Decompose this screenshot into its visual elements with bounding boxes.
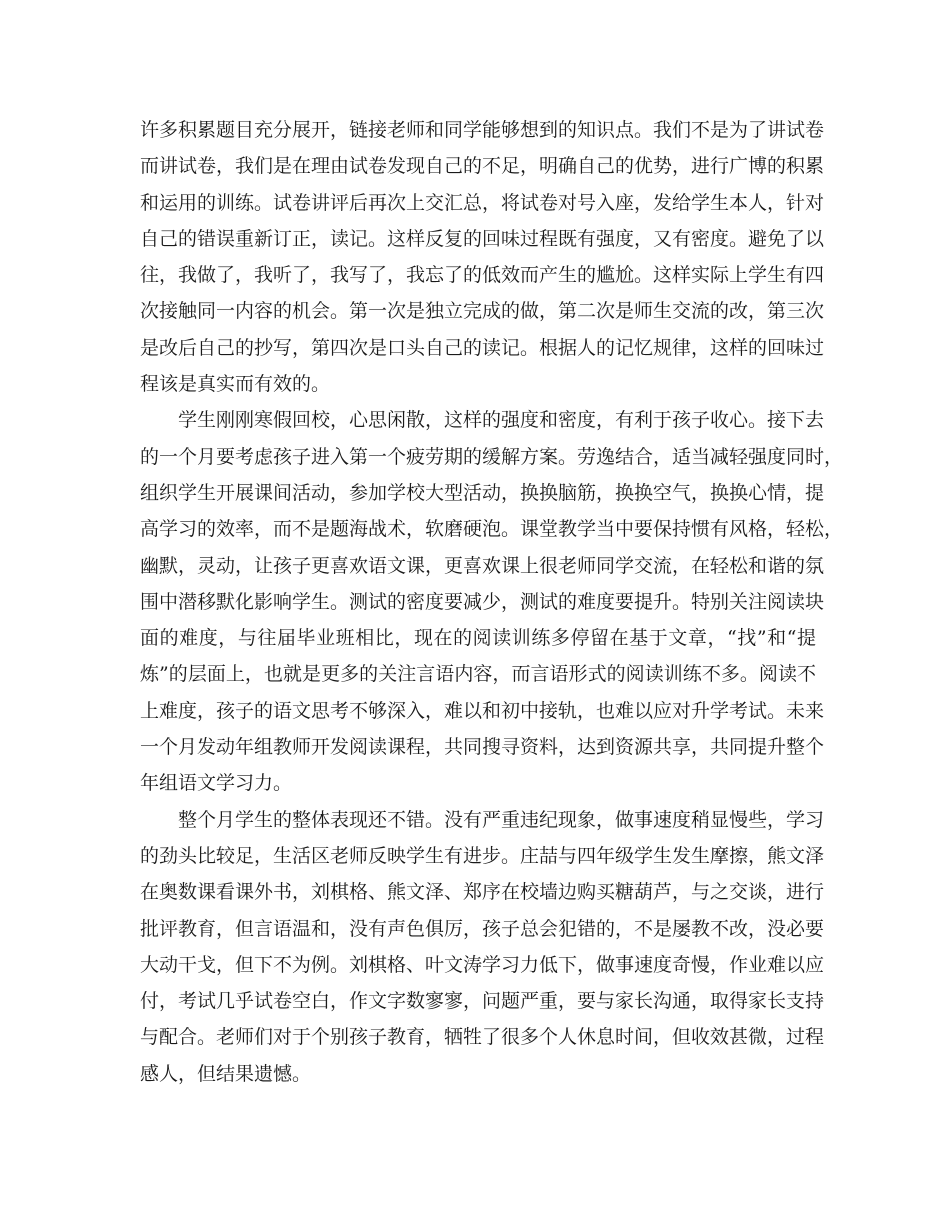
text-line: 而讲试卷，我们是在理由试卷发现自己的不足，明确自己的优势，进行广博的积累 xyxy=(140,155,825,178)
text-line: 付，考试几乎试卷空白，作文字数寥寥，问题严重，要与家长沟通，取得家长支持 xyxy=(140,990,825,1013)
text-line: 幽默，灵动，让孩子更喜欢语文课，更喜欢课上很老师同学交流，在轻松和谐的氛 xyxy=(140,554,825,577)
text-line: 在奥数课看课外书，刘棋格、熊文泽、郑序在校墙边购买糖葫芦，与之交谈，进行 xyxy=(140,881,825,904)
text-line: 自己的错误重新订正，读记。这样反复的回味过程既有强度，又有密度。避免了以 xyxy=(140,227,825,250)
paragraph-1 xyxy=(140,112,825,402)
text-line: 与配合。老师们对于个别孩子教育，牺牲了很多个人休息时间，但收效甚微，过程 xyxy=(140,1026,825,1049)
paragraph-3 xyxy=(140,802,825,1092)
text-line: 程该是真实而有效的。 xyxy=(140,373,331,396)
text-line: 往，我做了，我听了，我写了，我忘了的低效而产生的尴尬。这样实际上学生有四 xyxy=(140,264,825,287)
text-line: 是改后自己的抄写，第四次是口头自己的读记。根据人的记忆规律，这样的回味过 xyxy=(140,336,825,359)
text-line: 的劲头比较足，生活区老师反映学生有进步。庄喆与四年级学生发生摩擦，熊文泽 xyxy=(140,844,825,867)
paragraph-2 xyxy=(140,402,844,801)
text-line: 批评教育，但言语温和，没有声色俱厉，孩子总会犯错的，不是屡教不改，没必要 xyxy=(140,917,825,940)
text-line: 面的难度，与往届毕业班相比，现在的阅读训练多停留在基于文章，“找”和“提 xyxy=(140,627,816,650)
text-line: 年组语文学习力。 xyxy=(140,772,293,795)
document-body xyxy=(140,112,844,1092)
text-line: 和运用的训练。试卷讲评后再次上交汇总，将试卷对号入座，发给学生本人，针对 xyxy=(140,191,825,214)
text-line: 围中潜移默化影响学生。测试的密度要减少，测试的难度要提升。特别关注阅读块 xyxy=(140,590,825,613)
text-line: 一个月发动年组教师开发阅读课程，共同搜寻资料，达到资源共享，共同提升整个 xyxy=(140,736,825,759)
text-line: 次接触同一内容的机会。第一次是独立完成的做，第二次是师生交流的改，第三次 xyxy=(140,300,825,323)
text-line: 上难度，孩子的语文思考不够深入，难以和初中接轨，也难以应对升学考试。未来 xyxy=(140,699,825,722)
text-line: 感人，但结果遗憾。 xyxy=(140,1062,312,1085)
text-line: 组织学生开展课间活动，参加学校大型活动，换换脑筋，换换空气，换换心情，提 xyxy=(140,481,825,504)
text-line: 许多积累题目充分展开，链接老师和同学能够想到的知识点。我们不是为了讲试卷 xyxy=(140,119,825,141)
text-line: 整个月学生的整体表现还不错。没有严重违纪现象，做事速度稍显慢些，学习 xyxy=(178,808,825,831)
text-line: 的一个月要考虑孩子进入第一个疲劳期的缓解方案。劳逸结合，适当减轻强度同时， xyxy=(140,445,844,468)
text-line: 炼”的层面上，也就是更多的关注言语内容，而言语形式的阅读训练不多。阅读不 xyxy=(140,663,816,686)
text-line: 高学习的效率，而不是题海战术，软磨硬泡。课堂教学当中要保持惯有风格，轻松， xyxy=(140,518,844,541)
text-line: 大动干戈，但下不为例。刘棋格、叶文涛学习力低下，做事速度奇慢，作业难以应 xyxy=(140,953,825,976)
text-line: 学生刚刚寒假回校，心思闲散，这样的强度和密度，有利于孩子收心。接下去 xyxy=(178,409,825,432)
